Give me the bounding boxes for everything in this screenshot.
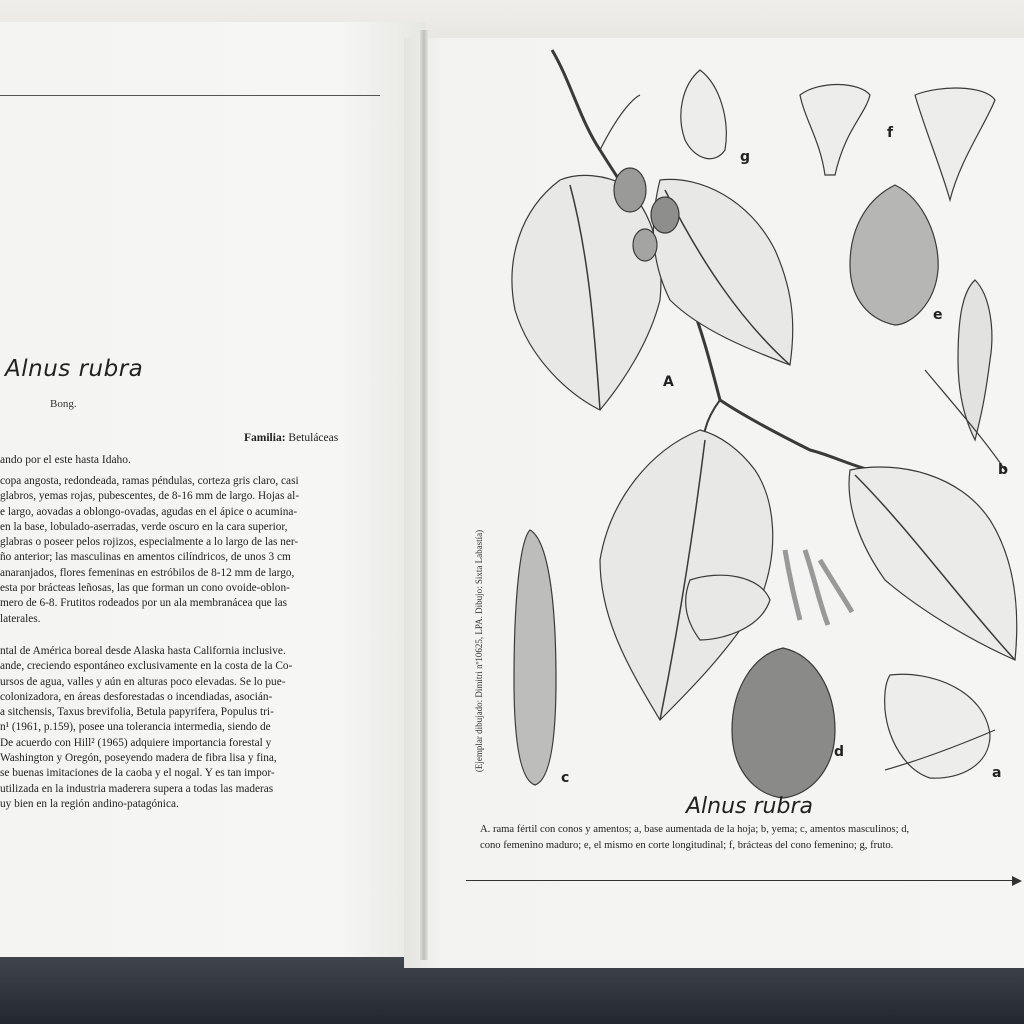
male-catkin-c [514,530,556,785]
text-line: glabros, yemas rojas, pubescentes, de 8-16 mm de largo. Hojas al- [0,490,300,503]
label-b: b [998,462,1009,478]
text-line: anaranjados, flores femeninas en estróbilos de 8-12 mm de largo, [0,566,295,579]
text-line: mero de 6-8. Frutitos rodeados por un ala membranácea que las [0,597,288,610]
text-line: ursos de agua, valles y aún en alturas poco elevadas. Se lo pue- [0,675,286,688]
text-line: se buenas imitaciones de la caoba y el nogal. Y es tan impor- [0,767,275,780]
text-line: utilizada en la industria maderera supera a todas las maderas [0,782,274,795]
family-value: Betuláceas [288,432,339,444]
text-line: e largo, aovadas a oblongo-ovadas, agudas en el ápice o acumina- [0,505,298,518]
text-line: glabras o poseer pelos rojizos, especialmente a lo largo de las ner- [0,536,299,549]
species-authority: Bong. [50,398,77,410]
leaf-upper-left [512,175,661,410]
text-line: De acuerdo con Hill² (1965) adquiere importancia forestal y [0,736,272,749]
text-line: Washington y Oregón, poseyendo madera de fibra lisa y fina, [0,752,277,765]
label-A: A [663,374,674,390]
caption-line: cono femenino maduro; e, el mismo en corte longitudinal; f, brácteas del cono femenino; g, fruto. [480,840,894,851]
text-line: esta por brácteas leñosas, las que forman un cono ovoide-oblon- [0,582,290,595]
cone-small [614,168,646,212]
text-line: ntal de América boreal desde Alaska hasta California inclusive. [0,645,286,657]
text-line: ño anterior; las masculinas en amentos cilíndricos, de unos 3 cm [0,551,291,564]
plate-title: Alnus rubra [686,794,813,819]
text-line: ande, creciendo espontáneo exclusivamente en la costa de la Co- [0,660,293,673]
text-line: a sitchensis, Taxus brevifolia, Betula papyrifera, Populus tri- [0,706,274,719]
arrow-right-icon [1012,876,1022,886]
text-line: laterales. [0,612,41,625]
text-line: copa angosta, redondeada, ramas péndulas, corteza gris claro, casi [0,475,299,487]
caption-line: A. rama fértil con conos y amentos; a, base aumentada de la hoja; b, yema; c, amentos masculinos; d, [480,824,910,835]
cone-section-e [850,185,938,325]
family-label: Familia: [244,432,286,444]
text-line: uy bien en la región andino-patagónica. [0,797,179,810]
text-line: n¹ (1961, p.159), posee una tolerancia intermedia, siendo de [0,721,271,734]
footer-rule [466,880,1014,881]
vertical-credit-text: (Ejemplar dibujado: Dimitri nº10625, LPA. Dibujo: Sixta Labastía) [474,529,484,773]
leaf-base-a [885,674,990,778]
plate-caption [480,822,1020,854]
text-line: en la base, lobulado-aserradas, verde oscuro en la cara superior, [0,520,288,533]
female-cone-d [732,648,835,798]
label-c: c [561,770,570,786]
label-e: e [933,307,943,323]
vertical-credit [470,520,486,790]
label-a: a [992,765,1002,781]
intro-line: ando por el este hasta Idaho. [0,454,131,466]
text-line: colonizadora, en áreas desforestadas o incendiadas, asocián- [0,690,273,703]
fruit-g [681,70,726,159]
label-f: f [887,125,894,141]
species-title: Alnus rubra [5,356,144,382]
label-d: d [834,744,845,760]
label-g: g [740,149,751,165]
bract-f [800,84,870,175]
